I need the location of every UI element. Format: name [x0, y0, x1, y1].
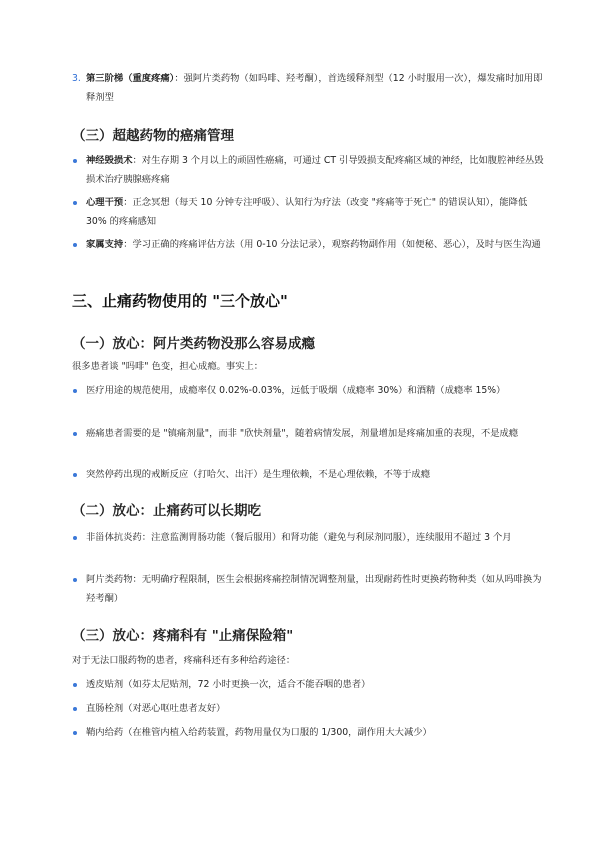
item-text: 突然停药出现的戒断反应（打哈欠、出汗）是生理依赖，不是心理依赖，不等于成瘾: [86, 469, 430, 480]
list-item: [72, 424, 544, 443]
section-heading-beyond-drugs: （三）超越药物的癌痛管理: [72, 128, 234, 144]
list-item: [72, 723, 544, 742]
list-item: [72, 570, 544, 608]
list-item: [72, 699, 544, 718]
item-label: 第三阶梯（重度疼痛）: [86, 73, 175, 84]
item-text: ：强阿片类药物（如吗啡、羟考酮），首选缓释剂型（12 小时服用一次），爆发痛时加用即释剂型: [86, 73, 543, 103]
list-item: [72, 381, 544, 400]
item-text: ：对生存期 3 个月以上的顽固性癌痛，可通过 CT 引导毁损支配疼痛区域的神经，比如腹腔神经丛毁损术治疗胰腺癌疼痛: [86, 155, 544, 185]
main-section-heading: 三、止痛药物使用的 "三个放心": [72, 292, 288, 310]
section-intro: 对于无法口服药物的患者，疼痛科还有多种给药途径：: [72, 655, 296, 666]
item-text: 直肠栓剂（对恶心呕吐患者友好）: [86, 703, 226, 714]
item-label: 神经毁损术: [86, 155, 133, 166]
list-item: [72, 675, 544, 694]
list-item: [72, 528, 544, 547]
item-label: 心理干预: [86, 197, 124, 208]
list-item: [72, 235, 544, 254]
item-text: ：正念冥想（每天 10 分钟专注呼吸）、认知行为疗法（改变 "疼痛等于死亡" 的错误认知），能降低 30% 的疼痛感知: [86, 197, 528, 227]
item-text: 透皮贴剂（如芬太尼贴剂，72 小时更换一次，适合不能吞咽的患者）: [86, 679, 371, 690]
item-text: 癌痛患者需要的是 "镇痛剂量"，而非 "欣快剂量"，随着病情发展，剂量增加是疼痛加重的表现，不是成瘾: [86, 428, 519, 439]
section-heading-pain-safebox: （三）放心：疼痛科有 "止痛保险箱": [72, 628, 294, 644]
item-text: ：学习正确的疼痛评估方法（用 0-10 分法记录），观察药物副作用（如便秘、恶心），及时与医生沟通: [123, 239, 541, 250]
section-intro: 很多患者谈 "吗啡" 色变，担心成瘾。事实上：: [72, 361, 264, 372]
item-text: 鞘内给药（在椎管内植入给药装置，药物用量仅为口服的 1/300，副作用大大减少）: [86, 727, 432, 738]
section-heading-no-addiction: （一）放心：阿片类药物没那么容易成瘾: [72, 336, 315, 352]
section-heading-long-term: （二）放心：止痛药可以长期吃: [72, 503, 261, 519]
item-text: 医疗用途的规范使用，成瘾率仅 0.02%-0.03%，远低于吸烟（成瘾率 30%）和酒精（成瘾率 15%）: [86, 385, 506, 396]
list-item: [72, 193, 544, 231]
list-item: [72, 151, 544, 189]
item-label: 家属支持: [86, 239, 124, 250]
list-number: 3.: [72, 73, 81, 84]
list-item-stage-3: [72, 69, 546, 107]
item-text: 阿片类药物：无明确疗程限制，医生会根据疼痛控制情况调整剂量，出现耐药性时更换药物种类（如从吗啡换为羟考酮）: [86, 574, 542, 604]
list-item: [72, 465, 544, 484]
item-text: 非甾体抗炎药：注意监测胃肠功能（餐后服用）和肾功能（避免与利尿剂同服），连续服用不超过 3 个月: [86, 532, 512, 543]
